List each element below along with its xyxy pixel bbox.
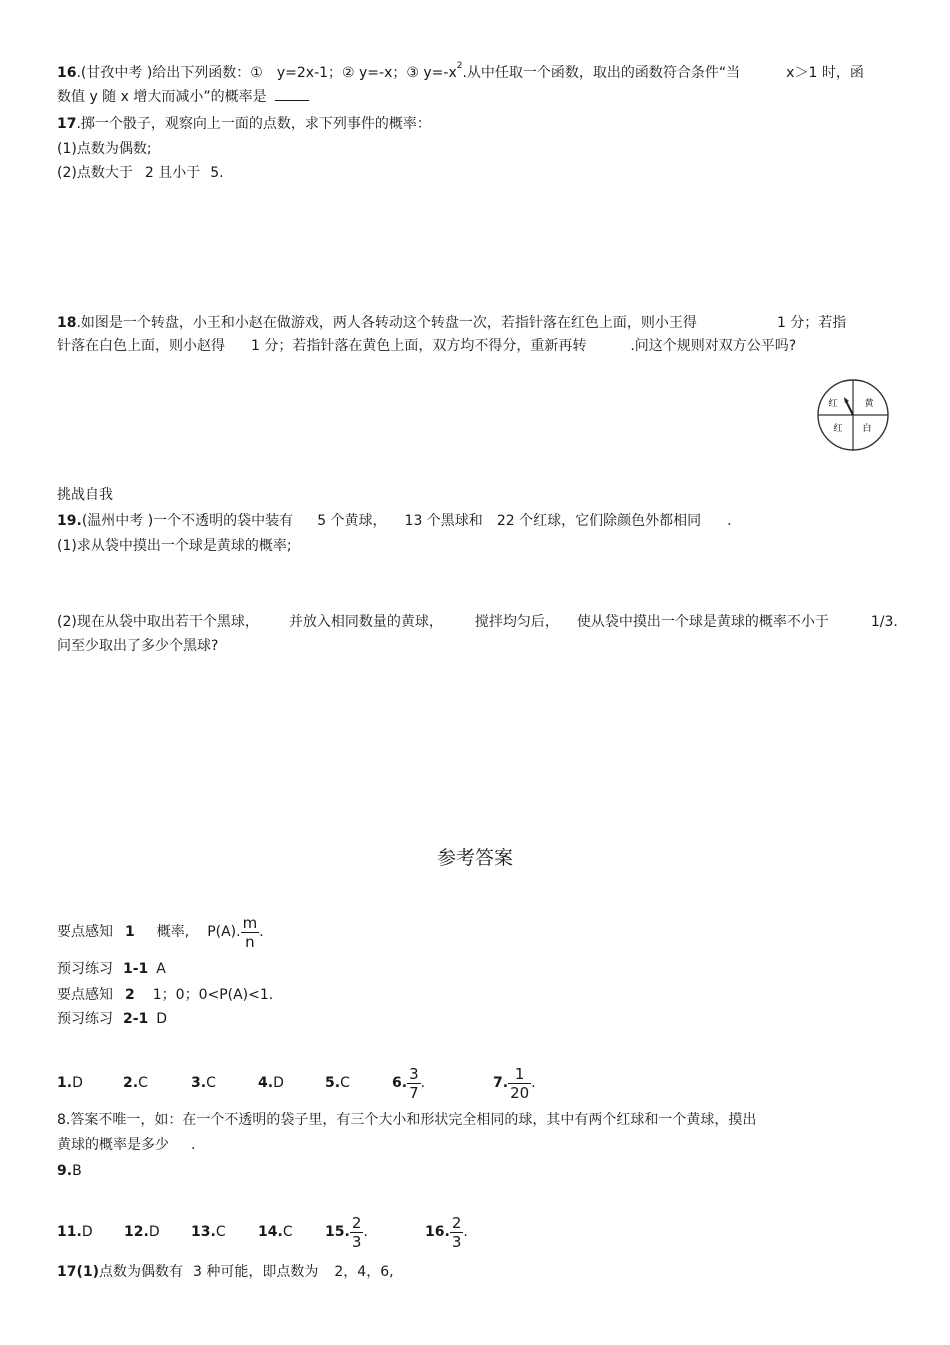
spinner-label-yellow: 黄 bbox=[864, 399, 874, 409]
fraction-m-over-n: $\frac{m}{n}$ bbox=[242, 913, 258, 951]
q17-part2: (2)点数大于 2 且小于 5. bbox=[57, 165, 224, 181]
q19-part2-line1: (2)现在从袋中取出若干个黑球， 并放入相同数量的黄球， 搅拌均匀后， 使从袋中摸出一个球是黄球的概率不小于 1/3. bbox=[57, 614, 898, 630]
answers-row-1 bbox=[57, 1063, 617, 1103]
practice-2: 预习练习 2-1 D bbox=[57, 1011, 168, 1027]
q19-number: 19. bbox=[57, 513, 82, 529]
q18-line2: 针落在白色上面，则小赵得 1 分；若指针落在黄色上面，双方均不得分，重新再转 .问这个规则对双方公平吗? bbox=[57, 338, 797, 354]
q19-part1: (1)求从袋中摸出一个球是黄球的概率; bbox=[57, 538, 292, 554]
answer-7: 7. $\frac{1}{20}$ . bbox=[493, 1064, 536, 1102]
answers-row-2 bbox=[57, 1212, 537, 1252]
answer-14: 14.C bbox=[258, 1224, 293, 1240]
fraction-3-over-7: $\frac{3}{7}$ bbox=[409, 1064, 419, 1102]
practice-1: 预习练习 1-1 A bbox=[57, 961, 166, 977]
answer-15: 15. $\frac{2}{3}$ . bbox=[325, 1213, 368, 1251]
answer-2: 2.C bbox=[123, 1075, 148, 1091]
q17-number: 17 bbox=[57, 116, 77, 132]
spinner-label-red-1: 红 bbox=[828, 399, 838, 409]
answer-11: 11.D bbox=[57, 1224, 93, 1240]
key-point-1: 要点感知 1 概率, P(A). $\frac{m}{n}$ . bbox=[57, 913, 264, 951]
spinner-figure bbox=[816, 378, 890, 452]
challenge-title: 挑战自我 bbox=[57, 487, 113, 503]
superscript: 2 bbox=[456, 61, 463, 71]
fraction-2-over-3: $\frac{2}{3}$ bbox=[351, 1213, 362, 1251]
answer-5: 5.C bbox=[325, 1075, 350, 1091]
answer-6: 6. $\frac{3}{7}$ . bbox=[392, 1064, 426, 1102]
key-point-2: 要点感知 2 1；0；0<P(A)<1. bbox=[57, 987, 274, 1003]
q19-line1: 19.(温州中考 )一个不透明的袋中装有 5 个黄球， 13 个黑球和 22 个红球，它们除颜色外都相同 . bbox=[57, 513, 732, 529]
q17-line1: 17.掷一个骰子，观察向上一面的点数，求下列事件的概率： bbox=[57, 116, 431, 132]
answers-heading: 参考答案 bbox=[436, 847, 513, 869]
q18-number: 18 bbox=[57, 315, 77, 331]
answer-16: 16. $\frac{2}{3}$ . bbox=[425, 1213, 468, 1251]
answer-8-line1: 8.答案不唯一，如：在一个不透明的袋子里，有三个大小和形状完全相同的球，其中有两个红球和一个黄球，摸出 bbox=[57, 1112, 757, 1128]
spinner-label-white: 白 bbox=[862, 424, 872, 434]
q19-part2-line2: 问至少取出了多少个黑球? bbox=[57, 638, 219, 654]
q16-line2: 数值 y 随 x 增大而减小”的概率是 bbox=[57, 88, 309, 106]
fraction-2-over-3: $\frac{2}{3}$ bbox=[451, 1213, 462, 1251]
answer-blank bbox=[275, 88, 309, 101]
answer-4: 4.D bbox=[258, 1075, 284, 1091]
answer-1: 1.D bbox=[57, 1075, 83, 1091]
q17-part1: (1)点数为偶数; bbox=[57, 141, 152, 157]
answer-3: 3.C bbox=[191, 1075, 216, 1091]
fraction-1-over-20: $\frac{1}{20}$ bbox=[510, 1064, 530, 1102]
answer-8-line2: 黄球的概率是多少 . bbox=[57, 1137, 196, 1153]
answer-12: 12.D bbox=[124, 1224, 160, 1240]
q16-number: 16 bbox=[57, 65, 77, 81]
answer-9: 9.B bbox=[57, 1163, 82, 1179]
q18-line1: 18.如图是一个转盘，小王和小赵在做游戏，两人各转动这个转盘一次，若指针落在红色上面，则小王得 1 分；若指 bbox=[57, 315, 847, 331]
answer-13: 13.C bbox=[191, 1224, 226, 1240]
spinner-label-red-2: 红 bbox=[833, 424, 843, 434]
q16-line1: 16.(甘孜中考 )给出下列函数：① y=2x-1；② y=-x；③ $y=-x^2$.从中任取一个函数，取出的函数符合条件“当 x＞1 时，函 bbox=[57, 61, 864, 81]
answer-17-part1: 17(1)点数为偶数有 3 种可能，即点数为 2，4，6, bbox=[57, 1264, 394, 1280]
